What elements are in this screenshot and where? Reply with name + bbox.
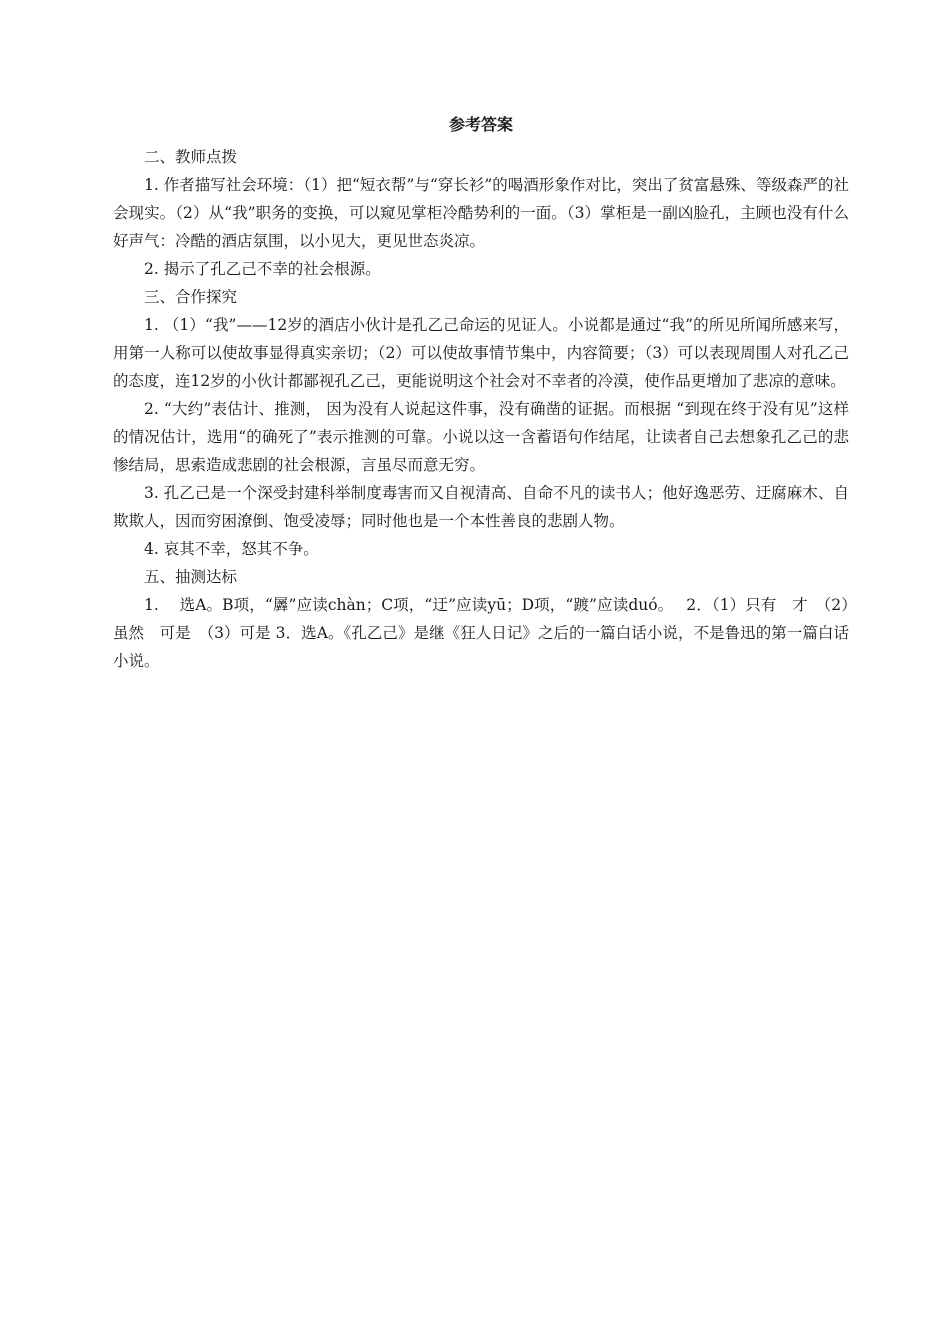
- answer-paragraph: 2. 揭示了孔乙己不幸的社会根源。: [144, 260, 381, 278]
- answer-paragraph: 2. “大约”表估计、推测， 因为没有人说起这件事，没有确凿的证据。而根据 “到现在终于没有见”这样的情况估计，选用“的确死了”表示推测的可靠。小说以这一含蓄语句作结尾，让读者自己去想象孔乙己的悲惨结局，思索造成悲剧的社会根源，言虽尽而意无穷。: [113, 400, 849, 474]
- answer-paragraph: 1. 选A。B项，“羼”应读chàn；C项，“迂”应读yū；D项，“踱”应读duó。 2．（1）只有 才 （2）虽然 可是 （3）可是 3．选A。《孔乙己》是继《狂人日记》之后的一篇白话小说，不是鲁迅的第一篇白话小说。: [113, 596, 849, 670]
- page-title: 参考答案: [448, 115, 513, 134]
- section-heading: 五、抽测达标: [144, 568, 238, 586]
- answer-paragraph: 1. 作者描写社会环境：（1）把“短衣帮”与“穿长衫”的喝酒形象作对比，突出了贫富悬殊、等级森严的社会现实。（2）从“我”职务的变换，可以窥见掌柜冷酷势利的一面。（3）掌柜是一副凶脸孔，主顾也没有什么好声气：冷酷的酒店氛围，以小见大，更见世态炎凉。: [113, 176, 849, 250]
- section-assessment: [113, 563, 849, 675]
- answer-paragraph: 4. 哀其不幸，怒其不争。: [144, 540, 319, 558]
- section-heading: 二、教师点拨: [144, 148, 238, 166]
- document-page: [113, 113, 849, 675]
- section-heading: 三、合作探究: [144, 288, 238, 306]
- section-teacher-guidance: [113, 143, 849, 283]
- answer-paragraph: 3. 孔乙己是一个深受封建科举制度毒害而又自视清高、自命不凡的读书人；他好逸恶劳、迂腐麻木、自欺欺人，因而穷困潦倒、饱受凌辱；同时他也是一个本性善良的悲剧人物。: [113, 484, 849, 530]
- section-cooperative-inquiry: [113, 283, 849, 563]
- answer-paragraph: 1. （1）“我”——12岁的酒店小伙计是孔乙己命运的见证人。小说都是通过“我”的所见所闻所感来写，用第一人称可以使故事显得真实亲切；（2）可以使故事情节集中，内容简要；（3）可以表现周围人对孔乙己的态度，连12岁的小伙计都鄙视孔乙己，更能说明这个社会对不幸者的冷漠，使作品更增加了悲凉的意味。: [113, 316, 849, 390]
